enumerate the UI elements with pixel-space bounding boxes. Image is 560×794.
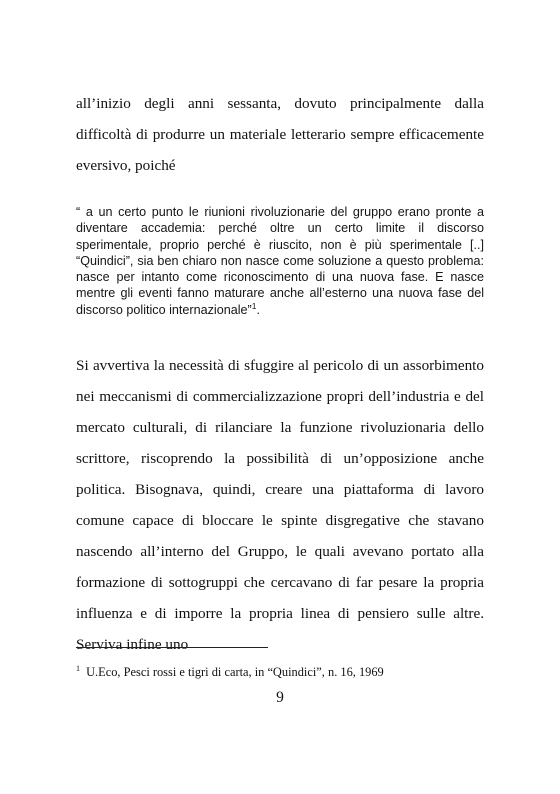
block-quote-text: “ a un certo punto le riunioni rivoluzionarie del gruppo erano pronte a diventare accademia: perché oltre un certo limite il discorso sperimentale, proprio perché è riuscito, non è più sperimentale [..] “Quindici”, sia ben chiaro non nasce come soluzione a questo problema: nasce per intanto come riconoscimento di una nuova fase. E nasce mentre gli eventi fanno maturare anche all’esterno una nuova fase del discorso politico internazionale” — [76, 205, 484, 317]
footnote-number: 1 — [76, 663, 80, 673]
page-number: 9 — [276, 689, 284, 706]
block-quote-trailing: . — [256, 302, 260, 317]
block-quote — [76, 204, 484, 318]
footnote-reference[interactable]: 1 — [251, 300, 257, 311]
body-paragraph-1: all’inizio degli anni sessanta, dovuto principalmente dalla difficoltà di produrre un materiale letterario sempre efficacemente eversivo, poiché — [76, 95, 484, 174]
footnote — [76, 664, 484, 680]
body-paragraph-2: Si avvertiva la necessità di sfuggire al pericolo di un assorbimento nei meccanismi di commercializzazione propri dell’industria e del mercato culturali, di rilanciare la funzione rivoluzionaria dello scrittore, riscoprendo la possibilità di un’opposizione anche politica. Bisognava, quindi, creare una piattaforma di lavoro comune capace di bloccare le spinte disgregative che stavano nascendo all’interno del Gruppo, le quali avevano portato alla formazione di sottogruppi che cercavano di far pesare la propria influenza e di imporre la propria linea di pensiero sulle altre. Serviva infine uno — [76, 357, 484, 653]
footnote-text: U.Eco, Pesci rossi e tigri di carta, in “Quindici”, n. 16, 1969 — [83, 665, 384, 679]
footnote-separator — [76, 647, 268, 648]
